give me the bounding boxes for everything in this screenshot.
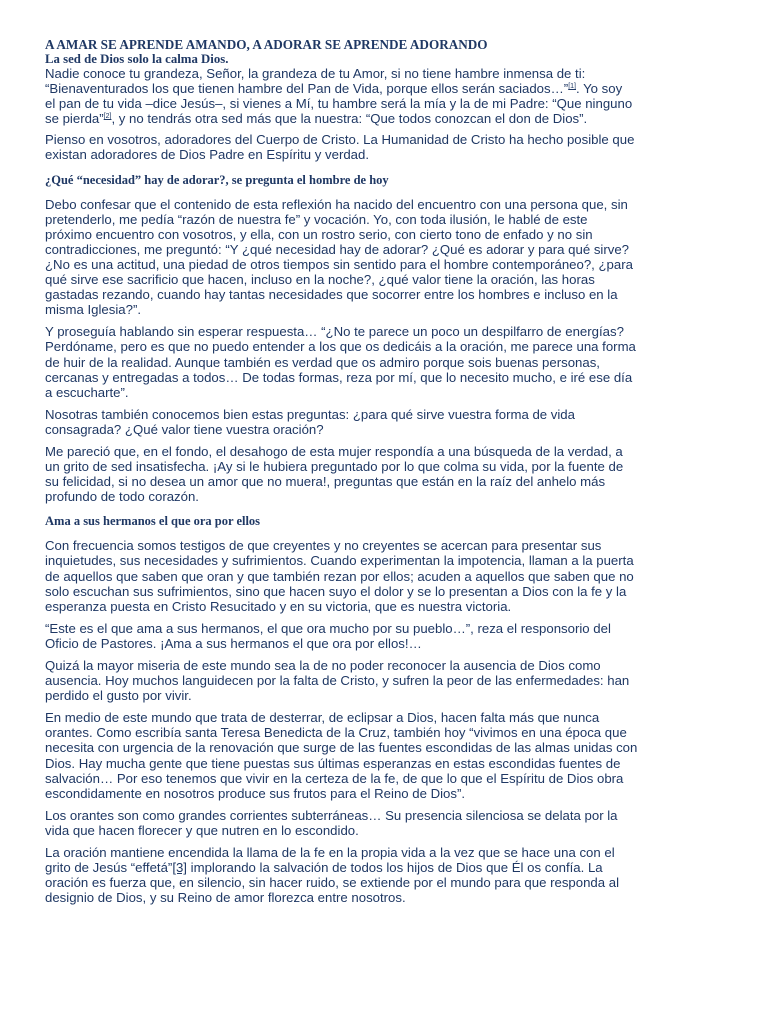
text-line: escondidamente en nosotros produce sus frutos para el Reino de Dios”.: [45, 785, 466, 801]
text-line: su felicidad, si no desea un amor que no muera!, preguntas que están en la raíz del anhelo más: [45, 474, 606, 490]
text-line: designio de Dios, y su Reino de amor florezca entre nosotros.: [45, 890, 406, 906]
text-line: Quizá la mayor miseria de este mundo sea la de no poder reconocer la ausencia de Dios como: [45, 658, 601, 673]
paragraph-3: [45, 197, 725, 318]
text-line: consagrada? ¿Qué valor tiene vuestra oración?: [45, 421, 324, 437]
text-line: Pienso en vosotros, adoradores del Cuerpo de Cristo. La Humanidad de Cristo ha hecho posible que: [45, 132, 635, 148]
document-page: [45, 37, 725, 905]
text-line: de huir de la realidad. Aunque también es verdad que os admiro porque sois buenas personas,: [45, 354, 600, 370]
paragraph-9: [45, 658, 725, 703]
text-line: Los orantes son como grandes corrientes subterráneas… Su presencia silenciosa se delata por la: [45, 807, 618, 823]
text-line: perdido el gusto por vivir.: [45, 688, 192, 704]
text-segment: se pierda”: [45, 111, 104, 127]
text-line: Perdóname, pero es que no puedo entender a los que os dedicáis a la oración, me parece una forma: [45, 339, 636, 355]
text-segment: . Yo soy: [576, 81, 623, 97]
paragraph-6: [45, 444, 725, 504]
text-segment: grito de Jesús “effetá”: [45, 860, 173, 876]
text-segment: implorando la salvación de todos los hijos de Dios que Él os confía. La: [186, 860, 603, 876]
text-line: [45, 81, 725, 96]
text-line: Oficio de Pastores. ¡Ama a sus hermanos el que ora por ellos!…: [45, 635, 422, 651]
document-title: A AMAR SE APRENDE AMANDO, A ADORAR SE APRENDE ADORANDO: [45, 37, 488, 52]
text-line: gastadas rezando, cuando hay tantas necesidades que socorrer entre los hombres e incluso en la: [45, 287, 618, 303]
text-line: existan adoradores de Dios Padre en Espíritu y verdad.: [45, 147, 370, 163]
paragraph-7: [45, 538, 725, 613]
text-line: Nadie conoce tu grandeza, Señor, la grandeza de tu Amor, si no tiene hambre inmensa de ti:: [45, 66, 586, 81]
text-line: a escucharte”.: [45, 384, 129, 400]
text-line: La oración mantiene encendida la llama de la fe en la propia vida a la vez que se hace una con el: [45, 845, 615, 861]
text-line: Dios. Hay mucha gente que tiene puestas sus últimas esperanzas en estas escondidas fuentes de: [45, 755, 621, 771]
text-line: salvación… Por eso tenemos que vivir en la certeza de la fe, de que lo que el Espíritu de Dios obra: [45, 770, 624, 786]
paragraph-intro: [45, 66, 725, 126]
text-segment: “Bienaventurados los que tienen hambre del Pan de Vida, porque ellos serán saciados…”: [45, 81, 569, 97]
text-line: inquietudes, sus necesidades y sufrimientos. Cuando experimentan la impotencia, llaman a la puerta: [45, 553, 634, 569]
text-line: solo escuchan sus sufrimientos, sino que hacen suyo el dolor y se lo presentan a Dios con la fe y la: [45, 583, 627, 599]
paragraph-10: [45, 710, 725, 801]
text-line: orantes. Como escribía santa Teresa Benedicta de la Cruz, también hoy “vivimos en una época que: [45, 725, 627, 741]
text-line: cercanas y entregadas a todos… De todas formas, reza por mí, que lo necesito mucho, e iré ese día: [45, 369, 633, 385]
text-line: necesita con urgencia de la renovación que surge de las fuentes escondidas de las almas unidas con: [45, 740, 638, 756]
footnote-link-1[interactable]: [1]: [568, 83, 576, 91]
paragraph-8: [45, 621, 725, 651]
text-line: qué sirve ese sacrificio que hacen, incluso en la noche?, ¿qué valor tiene la oración, las horas: [45, 272, 595, 288]
footnote-link-3[interactable]: [3]: [172, 860, 187, 876]
text-line: pretenderlo, me pedía “razón de nuestra fe” y vocación. Yo, con toda ilusión, le hablé de este: [45, 211, 588, 227]
text-line: el pan de tu vida –dice Jesús–, si vienes a Mí, tu hambre será la mía y la de mi Padre: “Que ninguno: [45, 96, 633, 112]
text-line: oración es fuerza que, en silencio, sin hacer ruido, se extiende por el mundo para que responda al: [45, 875, 620, 891]
paragraph-11: [45, 808, 725, 838]
text-line: Me pareció que, en el fondo, el desahogo de esta mujer respondía a una búsqueda de la verdad, a: [45, 443, 623, 459]
text-line: misma Iglesia?”.: [45, 302, 142, 318]
text-segment: , y no tendrás otra sed más que la nuestra: “Que todos conozcan el don de Dios”.: [111, 111, 588, 127]
text-line: próximo encuentro con vosotros, y ella, con un rostro serio, con cierto tono de enfado y no sin: [45, 226, 593, 242]
text-line: ¿No es una actitud, una piedad de otros tiempos sin sentido para el hombre contemporáneo?, ¿para: [45, 256, 633, 272]
text-line: Debo confesar que el contenido de esta reflexión ha nacido del encuentro con una persona que, sin: [45, 196, 628, 212]
text-line: [45, 860, 725, 875]
text-line: “Este es el que ama a sus hermanos, el que ora mucho por su pueblo…”, reza el responsorio del: [45, 620, 611, 636]
text-line: vida que hacen florecer y que nutren en lo escondido.: [45, 822, 359, 838]
footnote-link-2[interactable]: [2]: [103, 113, 112, 121]
text-line: Y proseguía hablando sin esperar respuesta… “¿No te parece un poco un despilfarro de energías?: [45, 324, 624, 340]
paragraph-5: [45, 407, 725, 437]
paragraph-4: [45, 324, 725, 399]
section-heading-2: Ama a sus hermanos el que ora por ellos: [45, 514, 261, 529]
text-line: de aquellos que saben que oran y que también rezan por ellos; acuden a aquellos que saben que no: [45, 568, 634, 584]
text-line: Con frecuencia somos testigos de que creyentes y no creyentes se acercan para presentar sus: [45, 538, 602, 554]
paragraph-2: [45, 132, 725, 162]
text-line: [45, 111, 725, 126]
section-heading-1: ¿Qué “necesidad” hay de adorar?, se pregunta el hombre de hoy: [45, 172, 389, 187]
text-line: un grito de sed insatisfecha. ¡Ay si le hubiera preguntado por lo que colma su vida, por la fuente de: [45, 459, 624, 475]
paragraph-12: [45, 845, 725, 905]
text-line: En medio de este mundo que trata de desterrar, de eclipsar a Dios, hacen falta más que nunca: [45, 710, 600, 726]
document-subtitle: La sed de Dios solo la calma Dios.: [45, 52, 229, 66]
text-line: esperanza puesta en Cristo Resucitado y en su victoria, que es nuestra victoria.: [45, 598, 512, 614]
text-line: ausencia. Hoy muchos languidecen por la falta de Cristo, y sufren la peor de las enfermedades: han: [45, 673, 630, 689]
text-line: contradicciones, me preguntó: “Y ¿qué necesidad hay de adorar? ¿Qué es adorar y para qué sirve?: [45, 241, 630, 257]
text-line: profundo de todo corazón.: [45, 489, 199, 505]
text-line: Nosotras también conocemos bien estas preguntas: ¿para qué sirve vuestra forma de vida: [45, 406, 575, 422]
